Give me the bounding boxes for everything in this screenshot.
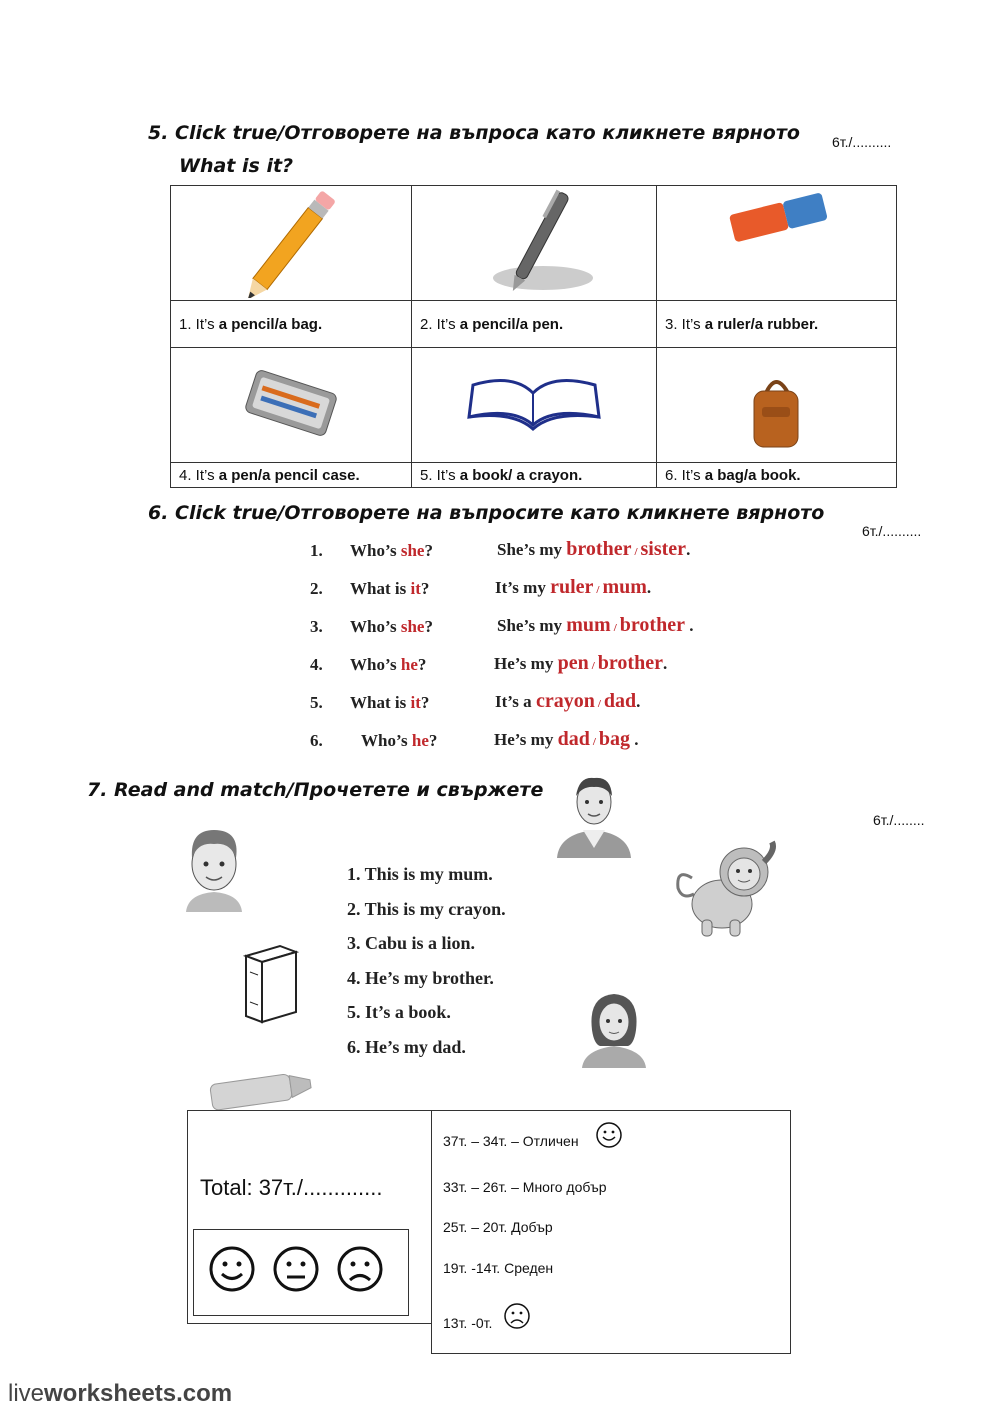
- q6-question: Who’s she?: [350, 541, 433, 560]
- q6-option-2[interactable]: sister: [640, 538, 687, 560]
- q5-item-6-prefix: 6. It’s: [665, 466, 705, 484]
- q6-question: Who’s he?: [361, 731, 438, 750]
- q5-item-5-choices[interactable]: a book/ a crayon.: [459, 466, 583, 484]
- q6-question: Who’s he?: [350, 655, 427, 674]
- grade-line: 19т. -14т. Среден: [443, 1260, 554, 1276]
- q6-answer: It’s my ruler / mum.: [495, 576, 652, 598]
- smile-face[interactable]: [208, 1245, 256, 1293]
- q5-item-2-choices[interactable]: a pencil/a pen.: [459, 315, 564, 333]
- q6-option-1[interactable]: brother: [566, 538, 632, 560]
- q5-item-1-choices[interactable]: a pencil/a bag.: [218, 315, 323, 333]
- q7-points: 6т./........: [873, 812, 925, 828]
- q6-row-number: 2.: [310, 579, 323, 598]
- q6-row-number: 1.: [310, 541, 323, 560]
- q6-option-1[interactable]: dad: [557, 728, 590, 750]
- rubber-icon: [658, 188, 895, 298]
- q6-row-number: 4.: [310, 655, 323, 674]
- sad-face[interactable]: [336, 1245, 384, 1293]
- q7-sentence[interactable]: 5. It’s a book.: [347, 1002, 451, 1022]
- q5-item-2-prefix: 2. It’s: [420, 315, 460, 333]
- q5-item-5-prefix: 5. It’s: [420, 466, 460, 484]
- cell-pencil: [171, 186, 412, 301]
- q6-option-1[interactable]: pen: [557, 652, 589, 674]
- book-icon: [240, 942, 300, 1024]
- bag-icon: [658, 355, 895, 455]
- q5-item-5[interactable]: [412, 463, 657, 488]
- q6-option-1[interactable]: ruler: [550, 576, 594, 598]
- q5-item-6[interactable]: [657, 463, 897, 488]
- grade-line: 13т. -0т.: [443, 1315, 493, 1331]
- q6-answer: He’s my pen / brother.: [494, 652, 668, 674]
- q6-points: 6т./..........: [862, 523, 922, 539]
- q6-option-2[interactable]: brother: [619, 614, 685, 636]
- smile-icon: [208, 1245, 256, 1293]
- q7-sentence[interactable]: 6. He’s my dad.: [347, 1037, 466, 1057]
- boy-picture[interactable]: [180, 824, 248, 912]
- q6-question: What is it?: [350, 579, 430, 598]
- cell-book: [412, 348, 657, 463]
- boy-icon: [180, 824, 248, 912]
- q7-sentence[interactable]: 3. Cabu is a lion.: [347, 933, 476, 953]
- crayon-picture[interactable]: [204, 1069, 314, 1113]
- q5-item-4-prefix: 4. It’s: [179, 466, 219, 484]
- q6-option-1[interactable]: mum: [566, 614, 611, 636]
- neutral-icon: [272, 1245, 320, 1293]
- q6-answer: She’s my mum / brother .: [497, 614, 694, 636]
- lion-picture[interactable]: [672, 838, 784, 938]
- crayon-icon: [204, 1069, 314, 1113]
- neutral-face[interactable]: [272, 1245, 320, 1293]
- q6-option-1[interactable]: crayon: [535, 690, 595, 712]
- q6-option-2[interactable]: brother: [597, 652, 663, 674]
- q6-answer: He’s my dad / bag .: [494, 728, 639, 750]
- q6-question: Who’s she?: [350, 617, 433, 636]
- q5-item-1[interactable]: [171, 301, 412, 348]
- q5-table: [170, 185, 897, 488]
- cell-pencil-case: [171, 348, 412, 463]
- cell-bag: [657, 348, 897, 463]
- cell-rubber: [657, 186, 897, 301]
- q6-answer: It’s a crayon / dad.: [495, 690, 641, 712]
- q6-row-number: 6.: [310, 731, 323, 750]
- q5-item-2[interactable]: [412, 301, 657, 348]
- q6-option-2[interactable]: bag: [598, 728, 631, 750]
- man-picture[interactable]: [553, 772, 635, 858]
- pencil-case-icon: [172, 355, 410, 455]
- q5-item-4-choices[interactable]: a pen/a pencil case.: [218, 466, 360, 484]
- q6-option-2[interactable]: dad: [603, 690, 637, 712]
- q7-sentence[interactable]: 2. This is my crayon.: [347, 899, 506, 919]
- sad-icon: [336, 1245, 384, 1293]
- q6-answer: She’s my brother / sister.: [497, 538, 691, 560]
- q6-row-number: 5.: [310, 693, 323, 712]
- grade-line: 25т. – 20т. Добър: [443, 1219, 553, 1235]
- man-icon: [553, 772, 635, 858]
- pencil-icon: [172, 188, 410, 298]
- woman-picture[interactable]: [578, 990, 650, 1068]
- q5-points: 6т./..........: [832, 134, 892, 150]
- smile-icon: [595, 1121, 623, 1149]
- q7-sentence[interactable]: 1. This is my mum.: [347, 864, 493, 884]
- q6-option-2[interactable]: mum: [602, 576, 647, 598]
- q5-item-4[interactable]: [171, 463, 412, 488]
- q5-item-1-prefix: 1. It’s: [179, 315, 219, 333]
- q6-row-number: 3.: [310, 617, 323, 636]
- grade-sad: [503, 1302, 531, 1330]
- q7-heading: 7. Read and match/Прочетете и свържете: [87, 779, 544, 801]
- grade-smile: [595, 1121, 623, 1149]
- lion-icon: [672, 838, 784, 938]
- q5-item-3-prefix: 3. It’s: [665, 315, 705, 333]
- q6-heading: 6. Click true/Отговорете на въпросите като кликнете вярното: [148, 502, 825, 524]
- liveworksheets-logo[interactable]: [8, 1380, 232, 1408]
- pen-icon: [413, 188, 655, 298]
- q5-item-3-choices[interactable]: a ruler/a rubber.: [704, 315, 819, 333]
- q5-subheading: What is it?: [179, 155, 294, 177]
- q7-sentence[interactable]: 4. He’s my brother.: [347, 968, 494, 988]
- woman-icon: [578, 990, 650, 1068]
- grade-line: 37т. – 34т. – Отличен: [443, 1133, 579, 1149]
- total-label: Total: 37т./.............: [200, 1175, 383, 1200]
- sad-icon: [503, 1302, 531, 1330]
- grade-line: 33т. – 26т. – Много добър: [443, 1179, 607, 1195]
- logo-worksheets: worksheets.com: [44, 1380, 233, 1407]
- q5-heading: 5. Click true/Отговорете на въпроса като кликнете вярното: [148, 122, 800, 144]
- q6-question: What is it?: [350, 693, 430, 712]
- logo-live: live: [8, 1380, 45, 1407]
- q5-item-3[interactable]: [657, 301, 897, 348]
- book-picture[interactable]: [240, 942, 300, 1024]
- book-icon: [413, 355, 655, 455]
- cell-pen: [412, 186, 657, 301]
- q5-item-6-choices[interactable]: a bag/a book.: [704, 466, 801, 484]
